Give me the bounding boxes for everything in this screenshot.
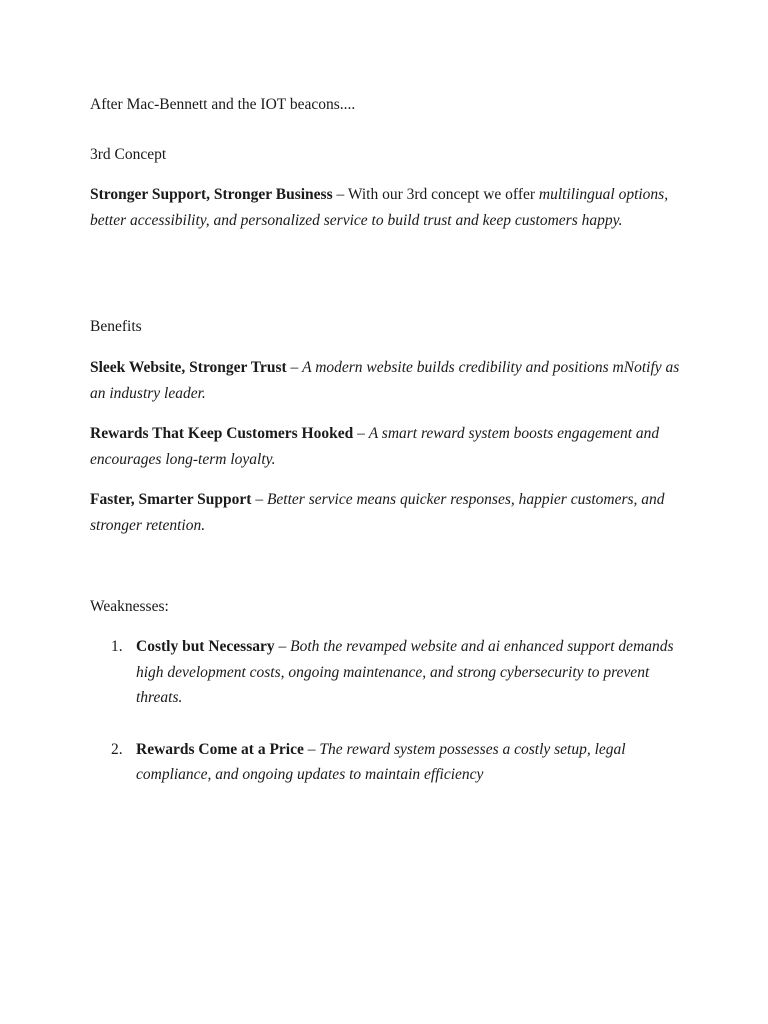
weakness-number: 2. — [111, 740, 123, 758]
concept-title: Stronger Support, Stronger Business — [90, 186, 333, 203]
benefit-title: Rewards That Keep Customers Hooked — [90, 425, 354, 442]
weakness-item — [90, 737, 690, 788]
benefit-text: A smart reward system boosts engagement and encourages long-term loyalty. — [90, 425, 660, 468]
benefit-item — [90, 355, 690, 406]
benefit-item — [90, 487, 690, 538]
concept-dash: – — [332, 186, 348, 203]
benefits-heading: Benefits — [90, 318, 142, 335]
benefit-dash: – — [251, 491, 267, 508]
concept-heading: 3rd Concept — [90, 146, 167, 163]
weakness-item — [90, 634, 690, 711]
concept-lead: With our 3rd concept we offer — [347, 186, 539, 203]
weaknesses-list — [90, 634, 690, 788]
weakness-text: The reward system possesses a costly setup, legal compliance, and ongoing updates to maintain efficiency — [136, 740, 626, 783]
weakness-number: 1. — [111, 638, 123, 655]
weakness-dash: – — [303, 740, 320, 758]
benefit-dash: – — [353, 425, 369, 442]
benefit-text: Better service means quicker responses, happier customers, and stronger retention. — [90, 491, 665, 534]
weakness-title: Rewards Come at a Price — [136, 740, 304, 758]
benefit-title: Faster, Smarter Support — [90, 491, 252, 508]
concept-emphasis: multilingual options, better accessibility, and personalized service to build trust and keep customers happy. — [90, 186, 669, 229]
weakness-title: Costly but Necessary — [136, 638, 275, 655]
weakness-dash: – — [274, 638, 291, 655]
concept-paragraph — [90, 182, 690, 233]
benefit-item — [90, 421, 690, 472]
benefit-text: A modern website builds credibility and positions mNotify as an industry leader. — [90, 359, 680, 402]
intro-line: After Mac-Bennett and the IOT beacons.... — [90, 96, 356, 113]
benefit-dash: – — [286, 359, 303, 376]
weaknesses-heading: Weaknesses: — [90, 598, 169, 615]
benefit-title: Sleek Website, Stronger Trust — [90, 359, 287, 376]
weakness-text: Both the revamped website and ai enhanced support demands high development costs, ongoing maintenance, and strong cybersecurity to prevent threats. — [136, 638, 674, 706]
